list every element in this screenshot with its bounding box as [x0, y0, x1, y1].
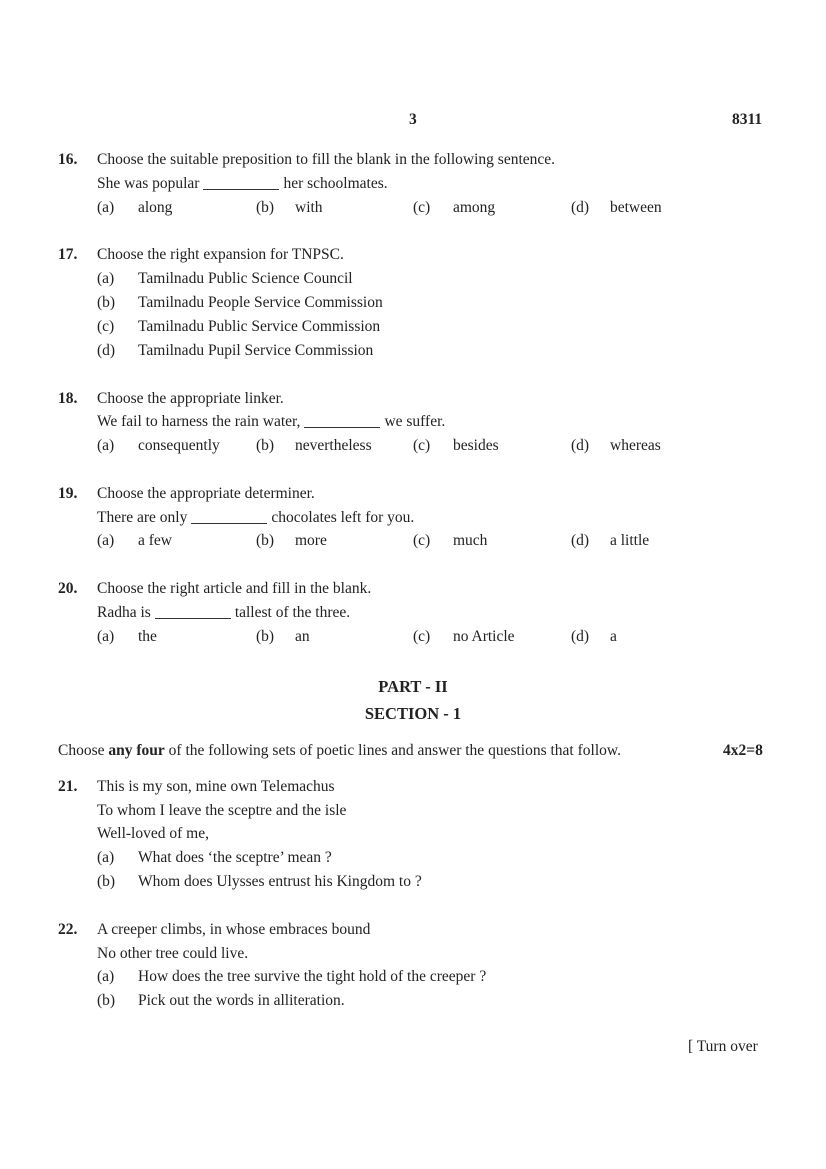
section-title: SECTION - 1 — [364, 704, 462, 723]
option-text: with — [295, 199, 323, 216]
option-label: (a) — [97, 437, 115, 454]
option-label: (b) — [256, 199, 275, 216]
option-label: (c) — [413, 199, 431, 216]
poem-line: No other tree could live. — [97, 945, 249, 962]
sentence-part: Radha is — [97, 604, 151, 621]
option-text: How does the tree survive the tight hold of the creeper ? — [138, 968, 487, 985]
question-sentence — [97, 413, 445, 431]
option-label: (b) — [97, 294, 116, 311]
option-text: nevertheless — [295, 437, 372, 454]
option-label: (b) — [97, 992, 116, 1009]
option-label: (a) — [97, 532, 115, 549]
option-text: Tamilnadu People Service Commission — [138, 294, 383, 311]
option-text: Tamilnadu Public Science Council — [138, 270, 353, 287]
option-text: no Article — [453, 628, 515, 645]
fill-blank — [304, 426, 380, 428]
question-number: 16. — [58, 151, 78, 168]
sentence-part: we suffer. — [384, 413, 446, 430]
option-label: (a) — [97, 849, 115, 866]
option-text: between — [610, 199, 662, 216]
part-title: PART - II — [378, 677, 448, 696]
question-sentence — [97, 604, 350, 622]
option-text: Pick out the words in alliteration. — [138, 992, 345, 1009]
option-text: among — [453, 199, 496, 216]
option-label: (b) — [256, 628, 275, 645]
option-text: Tamilnadu Public Service Commission — [138, 318, 381, 335]
question-number: 18. — [58, 390, 78, 407]
question-number: 17. — [58, 246, 78, 263]
option-label: (d) — [97, 342, 116, 359]
option-label: (c) — [97, 318, 115, 335]
question-stem: Choose the right article and fill in the blank. — [97, 580, 372, 597]
option-text: a little — [610, 532, 650, 549]
option-label: (d) — [571, 532, 590, 549]
sentence-part: tallest of the three. — [234, 604, 351, 621]
sentence-part: There are only — [97, 509, 188, 526]
option-label: (a) — [97, 199, 115, 216]
question-stem: Choose the right expansion for TNPSC. — [97, 246, 344, 263]
poem-line: A creeper climbs, in whose embraces bound — [97, 921, 371, 938]
poem-line: This is my son, mine own Telemachus — [97, 778, 335, 795]
question-sentence — [97, 509, 414, 527]
option-label: (d) — [571, 628, 590, 645]
sentence-part: We fail to harness the rain water, — [97, 413, 301, 430]
sentence-part: chocolates left for you. — [271, 509, 415, 526]
turn-over-note: [ Turn over — [688, 1038, 758, 1055]
instruction-text: of the following sets of poetic lines and answer the questions that follow. — [164, 742, 621, 759]
question-stem: Choose the appropriate determiner. — [97, 485, 315, 502]
question-stem: Choose the suitable preposition to fill the blank in the following sentence. — [97, 151, 556, 168]
option-text: whereas — [610, 437, 661, 454]
option-label: (c) — [413, 437, 431, 454]
option-text: a — [610, 628, 617, 645]
poem-line: To whom I leave the sceptre and the isle — [97, 802, 347, 819]
option-label: (a) — [97, 270, 115, 287]
option-label: (b) — [97, 873, 116, 890]
option-label: (a) — [97, 968, 115, 985]
fill-blank — [155, 617, 231, 619]
question-stem: Choose the appropriate linker. — [97, 390, 284, 407]
option-text: What does ‘the sceptre’ mean ? — [138, 849, 332, 866]
question-number: 19. — [58, 485, 78, 502]
option-text: Tamilnadu Pupil Service Commission — [138, 342, 374, 359]
option-label: (b) — [256, 532, 275, 549]
fill-blank — [191, 522, 267, 524]
fill-blank — [203, 188, 279, 190]
option-text: the — [138, 628, 157, 645]
option-label: (c) — [413, 628, 431, 645]
section-marks: 4x2=8 — [723, 742, 763, 759]
question-number: 22. — [58, 921, 78, 938]
instruction-text: Choose — [58, 742, 109, 759]
option-text: Whom does Ulysses entrust his Kingdom to ? — [138, 873, 422, 890]
option-label: (d) — [571, 199, 590, 216]
section-instruction — [58, 742, 621, 760]
option-label: (c) — [413, 532, 431, 549]
option-text: besides — [453, 437, 499, 454]
page-number: 3 — [409, 111, 417, 128]
question-number: 20. — [58, 580, 78, 597]
sentence-part: She was popular — [97, 175, 200, 192]
option-text: a few — [138, 532, 172, 549]
option-text: an — [295, 628, 310, 645]
option-text: more — [295, 532, 327, 549]
option-label: (a) — [97, 628, 115, 645]
poem-line: Well-loved of me, — [97, 825, 209, 842]
question-number: 21. — [58, 778, 78, 795]
paper-code: 8311 — [732, 111, 763, 128]
option-label: (b) — [256, 437, 275, 454]
instruction-emphasis: any four — [108, 742, 165, 759]
sentence-part: her schoolmates. — [283, 175, 388, 192]
option-label: (d) — [571, 437, 590, 454]
option-text: along — [138, 199, 173, 216]
question-sentence — [97, 175, 388, 193]
option-text: consequently — [138, 437, 220, 454]
option-text: much — [453, 532, 488, 549]
